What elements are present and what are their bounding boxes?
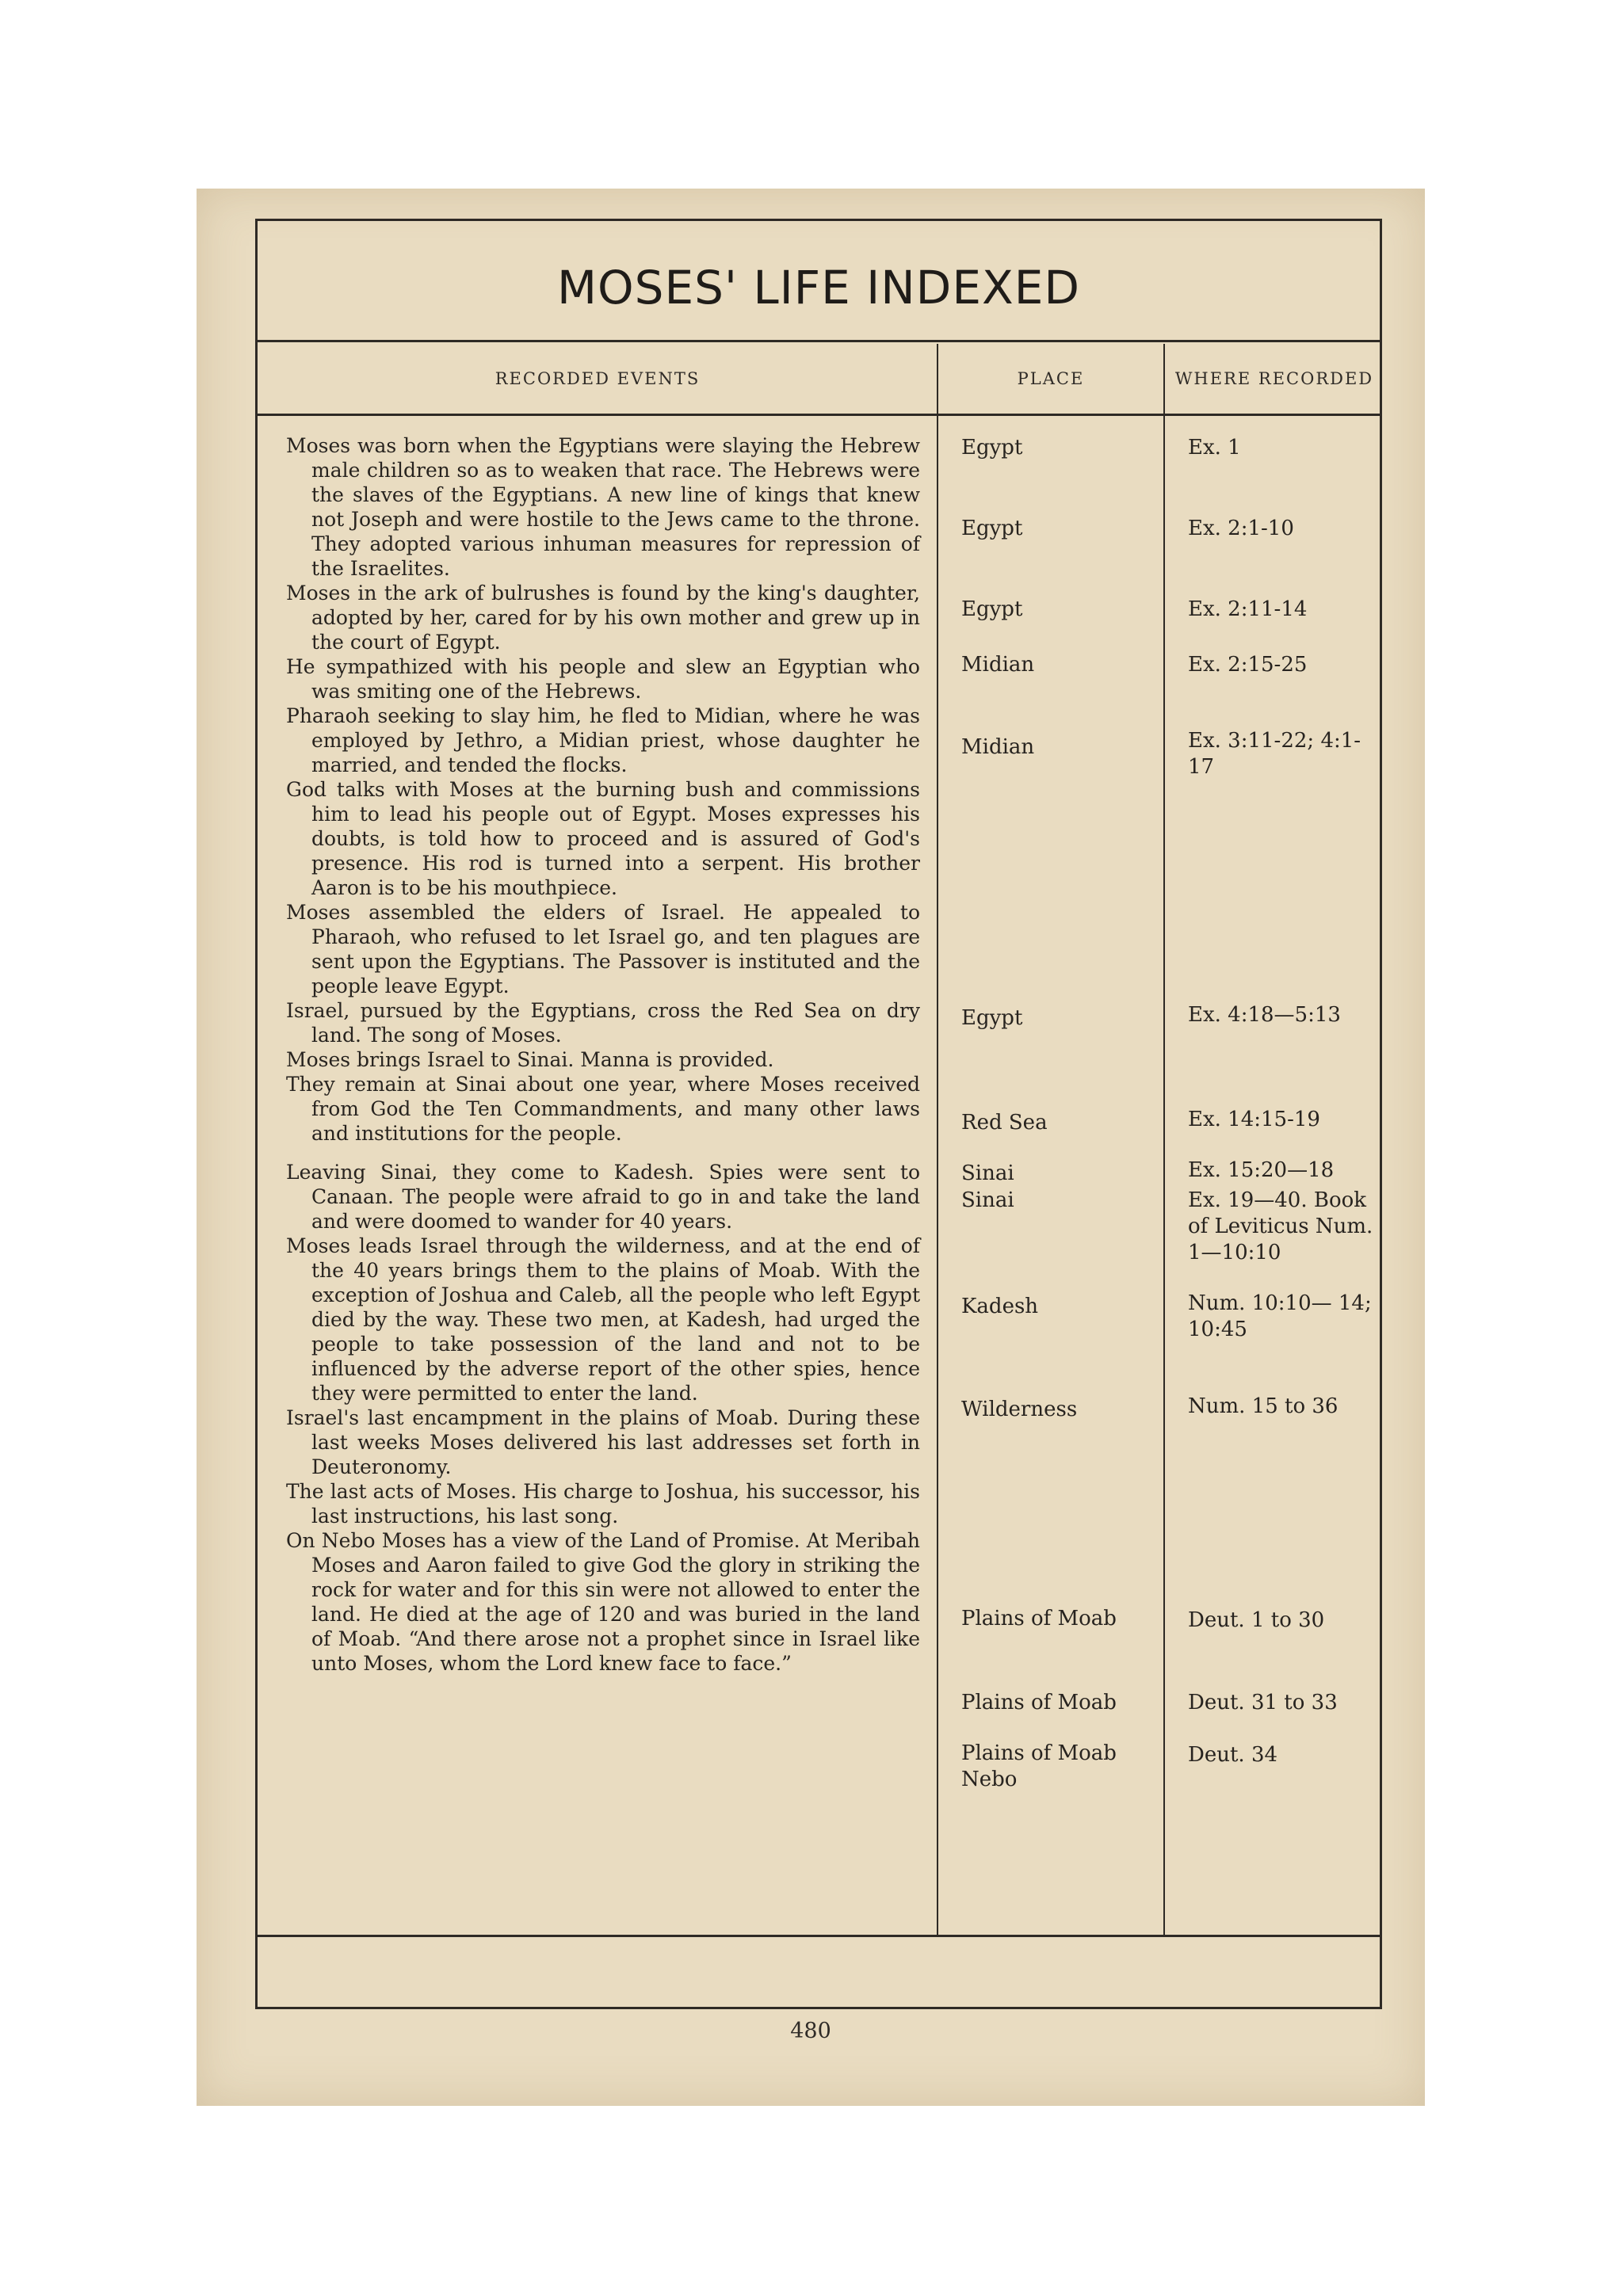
event-entry: Moses was born when the Egyptians were slaying the Hebrew male children so as to weaken that race. The Hebrews were the slaves of the Egyptians. A new line of kings that knew not Joseph and were hostile to the Jews came to the throne. They adopted various inhuman measures for repression of the Israelites. — [286, 434, 920, 580]
event-entry: Israel's last encampment in the plains of Moab. During these last weeks Moses delivered his last addresses set forth in Deuteronomy. — [286, 1406, 920, 1478]
header-place: PLACE — [1017, 369, 1085, 388]
page-scan — [197, 189, 1425, 2106]
event-entry: Leaving Sinai, they come to Kadesh. Spies were sent to Canaan. The people were afraid to go in and take the land and were doomed to wander for 40 years. — [286, 1161, 920, 1233]
place-cell: Midian — [961, 653, 1035, 677]
event-entry: Moses in the ark of bulrushes is found by the king's daughter, adopted by her, cared for by his own mother and grew up in the court of Egypt. — [286, 582, 920, 654]
event-entry: Israel, pursued by the Egyptians, cross the Red Sea on dry land. The song of Moses. — [286, 999, 920, 1047]
reference-cell: Num. 10:10— 14; 10:45 — [1188, 1291, 1372, 1341]
place-cell: Egypt — [961, 597, 1023, 621]
event-entry: On Nebo Moses has a view of the Land of Promise. At Meribah Moses and Aaron failed to give God the glory in striking the rock for water and for this sin were not allowed to enter the land. He died at the age of 120 and was buried in the land of Moab. “And there arose not a prophet since in Israel like unto Moses, whom the Lord knew face to face.” — [286, 1529, 920, 1675]
reference-cell: Ex. 2:11-14 — [1188, 597, 1308, 621]
place-cell: Sinai — [961, 1161, 1014, 1185]
place-cell: Egypt — [961, 1006, 1023, 1030]
reference-cell: Deut. 1 to 30 — [1188, 1608, 1325, 1632]
event-entry: God talks with Moses at the burning bush and commissions him to lead his people out of Egypt. Moses expresses his doubts, is told how to proceed and is assured of God's presence. His rod is turned into a serpent. His brother Aaron is to be his mouthpiece. — [286, 778, 920, 899]
event-entry: They remain at Sinai about one year, where Moses received from God the Ten Commandments, and many other laws and institutions for the people. — [286, 1073, 920, 1145]
index-frame — [255, 219, 1382, 2009]
event-entry: Moses leads Israel through the wilderness, and at the end of the 40 years brings them to the plains of Moab. With the exception of Joshua and Caleb, all the people who left Egypt died by the way. These two men, at Kadesh, had urged the people to take possession of the land and not to be influenced by the adverse report of the other spies, hence they were permitted to enter the land. — [286, 1234, 920, 1405]
place-cell: Midian — [961, 735, 1035, 759]
events-column — [286, 433, 920, 1676]
header-where-recorded: WHERE RECORDED — [1174, 369, 1374, 388]
table-bottom-rule — [258, 1935, 1380, 1937]
page-title: MOSES' LIFE INDEXED — [556, 261, 1081, 315]
table-header — [258, 344, 1380, 416]
reference-cell: Num. 15 to 36 — [1188, 1394, 1338, 1418]
column-divider — [1163, 344, 1165, 1937]
reference-cell: Ex. 3:11-22; 4:1-17 — [1188, 729, 1361, 779]
reference-cell: Ex. 2:15-25 — [1188, 653, 1308, 677]
reference-cell: Ex. 14:15-19 — [1188, 1108, 1320, 1131]
page-number: 480 — [790, 2019, 831, 2043]
place-cell: Wilderness — [961, 1398, 1078, 1421]
place-cell: Sinai — [961, 1188, 1014, 1212]
reference-cell: Deut. 31 to 33 — [1188, 1691, 1338, 1714]
place-cell: Red Sea — [961, 1111, 1048, 1135]
reference-cell: Ex. 15:20—18 — [1188, 1158, 1335, 1182]
event-entry: He sympathized with his people and slew an Egyptian who was smiting one of the Hebrews. — [286, 655, 920, 703]
place-cell: Plains of Moab — [961, 1691, 1117, 1714]
place-cell: Egypt — [961, 436, 1023, 460]
place-cell: Kadesh — [961, 1295, 1039, 1318]
column-divider — [937, 344, 938, 1937]
place-cell: Egypt — [961, 517, 1023, 540]
title-divider — [258, 340, 1380, 342]
reference-cell: Ex. 4:18—5:13 — [1188, 1003, 1341, 1027]
event-entry: Pharaoh seeking to slay him, he fled to Midian, where he was employed by Jethro, a Midian priest, whose daughter he married, and tended the flocks. — [286, 704, 920, 776]
event-entry: The last acts of Moses. His charge to Joshua, his successor, his last instructions, his last song. — [286, 1480, 920, 1527]
reference-cell: Ex. 2:1-10 — [1188, 517, 1294, 540]
place-cell: Plains of Moab — [961, 1607, 1117, 1630]
reference-cell: Deut. 34 — [1188, 1743, 1278, 1767]
header-recorded-events: RECORDED EVENTS — [495, 369, 701, 388]
reference-cell: Ex. 1 — [1188, 436, 1241, 460]
reference-cell: Ex. 19—40. Book of Leviticus Num. 1—10:10 — [1188, 1188, 1373, 1264]
event-entry: Moses brings Israel to Sinai. Manna is provided. — [286, 1048, 774, 1071]
place-cell: Plains of Moab Nebo — [961, 1741, 1117, 1791]
event-entry: Moses assembled the elders of Israel. He appealed to Pharaoh, who refused to let Israel go, and ten plagues are sent upon the Egyptians. The Passover is instituted and the people leave Egypt. — [286, 901, 920, 997]
